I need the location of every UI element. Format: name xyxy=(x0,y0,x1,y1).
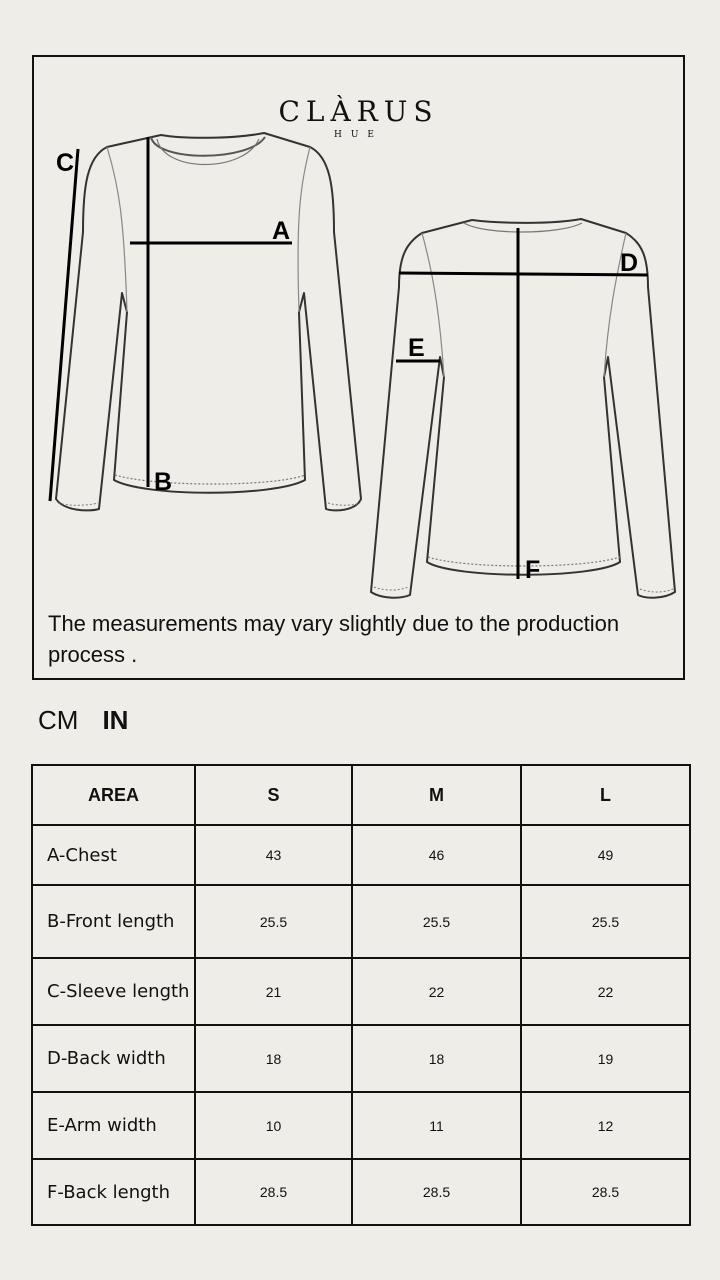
brand-logo: CLÀRUS xyxy=(278,95,439,128)
row-area-label: B-Front length xyxy=(32,885,195,958)
measure-line-d xyxy=(399,273,648,275)
row-area-label: C-Sleeve length xyxy=(32,958,195,1025)
measurement-note: The measurements may vary slightly due to the production process . xyxy=(48,611,620,667)
row-value-m: 28.5 xyxy=(352,1159,521,1225)
row-value-s: 25.5 xyxy=(195,885,352,958)
unit-toggle xyxy=(38,705,128,736)
row-value-m: 11 xyxy=(352,1092,521,1159)
table-row xyxy=(32,958,690,1025)
row-value-s: 43 xyxy=(195,825,352,885)
table-row xyxy=(32,1025,690,1092)
table-row xyxy=(32,825,690,885)
row-area-label: D-Back width xyxy=(32,1025,195,1092)
row-value-m: 25.5 xyxy=(352,885,521,958)
marker-e: E xyxy=(408,334,425,362)
row-value-l: 12 xyxy=(521,1092,690,1159)
table-row xyxy=(32,1092,690,1159)
size-diagram-panel xyxy=(32,55,685,680)
row-value-m: 22 xyxy=(352,958,521,1025)
row-value-m: 18 xyxy=(352,1025,521,1092)
row-area-label: F-Back length xyxy=(32,1159,195,1225)
row-value-l: 25.5 xyxy=(521,885,690,958)
front-garment-drawing xyxy=(56,133,361,510)
row-value-s: 18 xyxy=(195,1025,352,1092)
header-size-m: M xyxy=(352,765,521,825)
table-row xyxy=(32,885,690,958)
marker-b: B xyxy=(154,468,173,496)
row-value-l: 49 xyxy=(521,825,690,885)
row-value-l: 22 xyxy=(521,958,690,1025)
marker-a: A xyxy=(272,217,291,245)
garment-diagram xyxy=(34,57,687,682)
row-area-label: E-Arm width xyxy=(32,1092,195,1159)
row-value-s: 21 xyxy=(195,958,352,1025)
header-size-l: L xyxy=(521,765,690,825)
unit-in-option[interactable]: IN xyxy=(102,705,129,735)
marker-c: C xyxy=(56,149,75,177)
marker-d: D xyxy=(620,249,639,277)
header-size-s: S xyxy=(195,765,352,825)
table-row xyxy=(32,1159,690,1225)
marker-f: F xyxy=(525,556,541,584)
size-table xyxy=(31,764,691,1226)
brand-logo-sub: HUE xyxy=(333,130,383,140)
row-value-s: 28.5 xyxy=(195,1159,352,1225)
table-header-row xyxy=(32,765,690,825)
row-value-l: 28.5 xyxy=(521,1159,690,1225)
row-value-s: 10 xyxy=(195,1092,352,1159)
row-value-m: 46 xyxy=(352,825,521,885)
row-value-l: 19 xyxy=(521,1025,690,1092)
unit-cm-option[interactable]: CM xyxy=(38,705,79,735)
header-area: AREA xyxy=(32,765,195,825)
row-area-label: A-Chest xyxy=(32,825,195,885)
